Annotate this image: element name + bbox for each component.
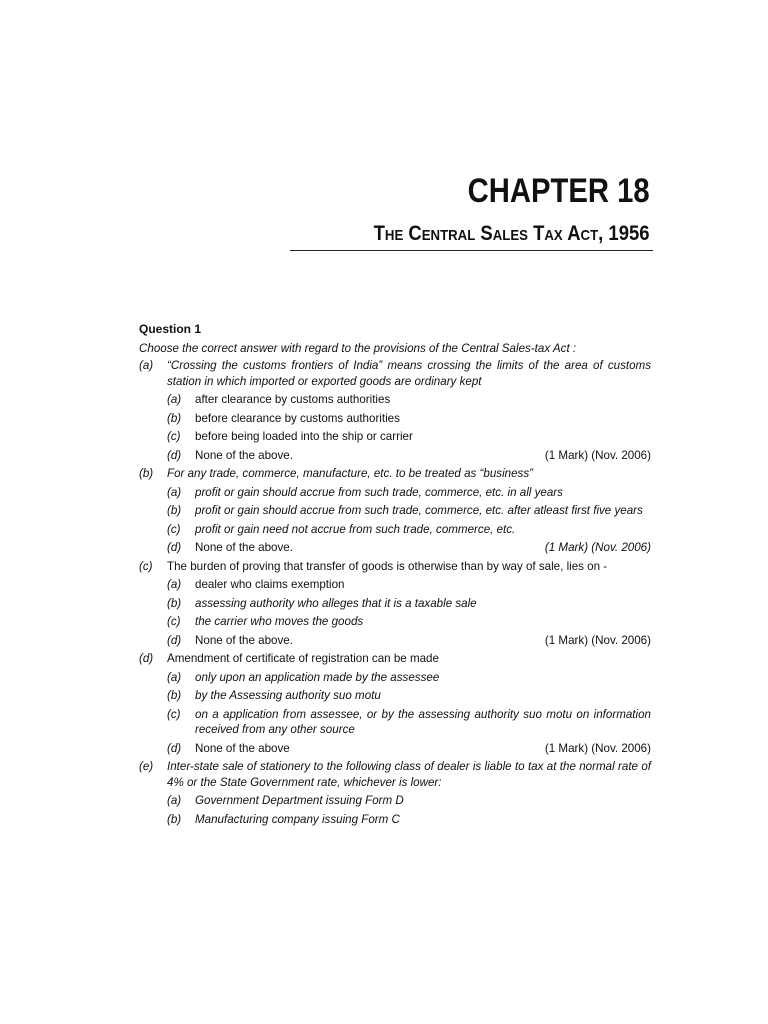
option-text: by the Assessing authority suo motu [195, 689, 381, 702]
option-label: (d) [167, 741, 182, 755]
option-label: (c) [167, 707, 181, 721]
answer-option [167, 670, 651, 686]
option-text: None of the above. [195, 541, 293, 554]
question-heading: Question 1 [139, 322, 202, 336]
option-label: (a) [167, 794, 182, 807]
chapter-heading: CHAPTER 18 [468, 172, 650, 210]
option-label: (a) [167, 393, 182, 406]
item-label: (d) [139, 652, 154, 665]
option-label: (d) [167, 633, 182, 647]
answer-option [167, 522, 651, 538]
subtitle-letter: T [374, 222, 386, 245]
option-label: (a) [167, 670, 182, 684]
option-label: (b) [167, 411, 182, 425]
answer-option [167, 812, 651, 828]
subtitle-year: , 1956 [598, 222, 650, 245]
option-text: the carrier who moves the goods [195, 615, 364, 628]
option-label: (c) [167, 615, 181, 628]
item-label: (e) [139, 760, 154, 773]
option-text: only upon an application made by the assessee [195, 670, 440, 684]
answer-option [167, 707, 651, 738]
item-label: (a) [139, 359, 154, 372]
answer-option [167, 503, 651, 519]
option-text: None of the above. [195, 633, 293, 647]
item-stem: “Crossing the customs frontiers of India” means crossing the limits of the area of customs station in which imported or exported goods are ordinary kept [167, 359, 651, 388]
answer-option [167, 448, 651, 464]
option-label: (d) [167, 448, 182, 462]
option-text: assessing authority who alleges that it is a taxable sale [195, 596, 477, 610]
option-text: dealer who claims exemption [195, 578, 345, 591]
subtitle-letter: A [567, 222, 582, 245]
answer-option [167, 633, 651, 649]
item-stem: Amendment of certificate of registration can be made [167, 652, 439, 665]
item-stem: Inter-state sale of stationery to the following class of dealer is liable to tax at the normal rate of 4% or the State Government rate, whichever is lower: [167, 760, 651, 789]
answer-option [167, 741, 651, 757]
option-text: profit or gain should accrue from such trade, commerce, etc. after atleast first five years [195, 504, 643, 517]
answer-option [167, 540, 651, 556]
option-label: (b) [167, 596, 182, 610]
option-text: on a application from assessee, or by the assessing authority suo motu on information received from any other source [195, 707, 651, 736]
answer-option [167, 411, 651, 427]
question-item [139, 466, 651, 556]
heading-divider [290, 250, 653, 251]
answer-option [167, 485, 651, 501]
subtitle-smallcaps: AX [544, 227, 564, 244]
question-item [139, 358, 651, 463]
marks-note: (1 Mark) (Nov. 2006) [544, 448, 651, 462]
option-text: profit or gain need not accrue from such trade, commerce, etc. [195, 522, 516, 536]
option-text: None of the above. [195, 448, 293, 462]
question-item [139, 759, 651, 827]
answer-option [167, 392, 651, 408]
option-label: (d) [167, 541, 182, 554]
marks-note: (1 Mark) (Nov. 2006) [544, 633, 651, 647]
option-text: None of the above [195, 741, 290, 755]
subtitle-smallcaps: ALES [493, 227, 529, 244]
subtitle-smallcaps: ENTRAL [422, 227, 476, 244]
option-text: Manufacturing company issuing Form C [195, 812, 400, 826]
subtitle-letter: S [480, 222, 494, 245]
question-item [139, 559, 651, 649]
answer-option [167, 596, 651, 612]
marks-note: (1 Mark) (Nov. 2006) [544, 741, 651, 755]
subtitle-smallcaps: HE [385, 227, 404, 244]
answer-option [167, 793, 651, 809]
option-label: (b) [167, 812, 182, 826]
question-item [139, 651, 651, 756]
item-label: (b) [139, 467, 154, 480]
option-label: (c) [167, 430, 181, 443]
option-label: (a) [167, 578, 182, 591]
option-label: (a) [167, 485, 182, 499]
item-label: (c) [139, 559, 153, 573]
item-stem: For any trade, commerce, manufacture, etc. to be treated as “business” [167, 467, 534, 480]
subtitle-letter: C [408, 222, 423, 245]
marks-note: (1 Mark) (Nov. 2006) [544, 541, 651, 554]
option-text: profit or gain should accrue from such trade, commerce, etc. in all years [195, 485, 563, 499]
option-text: before being loaded into the ship or carrier [195, 430, 413, 443]
answer-option [167, 688, 651, 704]
answer-option [167, 429, 651, 445]
item-stem: The burden of proving that transfer of goods is otherwise than by way of sale, lies on - [167, 559, 608, 573]
option-text: Government Department issuing Form D [195, 794, 404, 807]
option-label: (b) [167, 689, 182, 702]
question-block [139, 322, 651, 830]
chapter-subtitle [374, 222, 650, 246]
option-label: (c) [167, 522, 181, 536]
answer-option [167, 577, 651, 593]
answer-option [167, 614, 651, 630]
question-intro: Choose the correct answer with regard to the provisions of the Central Sales-tax Act : [139, 341, 577, 355]
subtitle-smallcaps: CT [581, 227, 599, 244]
option-text: after clearance by customs authorities [195, 393, 391, 406]
subtitle-letter: T [533, 222, 545, 245]
option-label: (b) [167, 504, 182, 517]
option-text: before clearance by customs authorities [195, 411, 400, 425]
